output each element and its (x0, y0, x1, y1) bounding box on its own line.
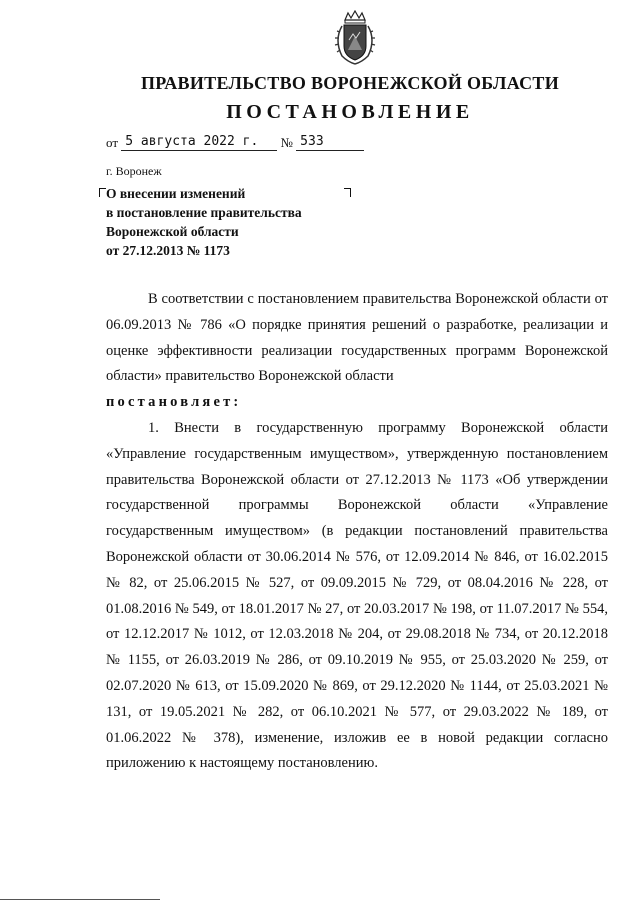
footer-divider (0, 899, 160, 900)
date-prefix: от (106, 135, 119, 150)
subject-corner-left (99, 188, 106, 197)
number-prefix: № (280, 135, 293, 150)
subject-line: в постановление правительства (106, 205, 302, 220)
preamble-paragraph: В соответствии с постановлением правительства Воронежской области от 06.09.2013 № 786 «О порядке принятия решений о разработке, реализации и оценке эффективности реализации государственных программ Воронежской области» правительство Воронежской области (106, 291, 608, 385)
document-body (106, 287, 608, 777)
item-1-paragraph: 1. Внести в государственную программу Воронежской области «Управление государственным имуществом», утвержденную постановлением правительства Воронежской области от 27.12.2013 № 1173 «Об утверждении государственной программы Воронежской области «Управление государственным имуществом» (в редакции постановлений правительства Воронежской области от 30.06.2014 № 576, от 12.09.2014 № 846, от 16.02.2015 № 82, от 25.06.2015 № 527, от 09.09.2015 № 729, от 08.04.2016 № 228, от 01.08.2016 № 549, от 18.01.2017 № 27, от 20.03.2017 № 198, от 11.07.2017 № 554, от 12.12.2017 № 1012, от 12.03.2018 № 204, от 29.08.2018 № 734, от 20.12.2018 № 1155, от 26.03.2019 № 286, от 09.10.2019 № 955, от 25.03.2020 № 259, от 02.07.2020 № 613, от 15.09.2020 № 869, от 29.12.2020 № 1144, от 25.03.2021 № 131, от 19.05.2021 № 282, от 06.10.2021 № 577, от 29.03.2022 № 189, от 01.06.2022 № 378), изменение, изложив ее в новой редакции согласно приложению к настоящему постановлению. (106, 419, 608, 772)
decree-word: постановляет: (106, 394, 242, 411)
voronezh-coat-of-arms-icon (330, 10, 380, 66)
subject-line: от 27.12.2013 № 1173 (106, 243, 230, 258)
document-city: г. Воронеж (106, 164, 162, 178)
document-date: 5 августа 2022 г. (121, 134, 277, 151)
subject-line: О внесении изменений (106, 186, 246, 201)
document-type-title: ПОСТАНОВЛЕНИЕ (226, 101, 474, 123)
government-title: ПРАВИТЕЛЬСТВО ВОРОНЕЖСКОЙ ОБЛАСТИ (140, 73, 560, 93)
document-number: 533 (296, 134, 364, 151)
subject-corner-right (344, 188, 351, 197)
document-requisites (106, 134, 364, 154)
document-subject (106, 184, 366, 260)
subject-line: Воронежской области (106, 224, 239, 239)
